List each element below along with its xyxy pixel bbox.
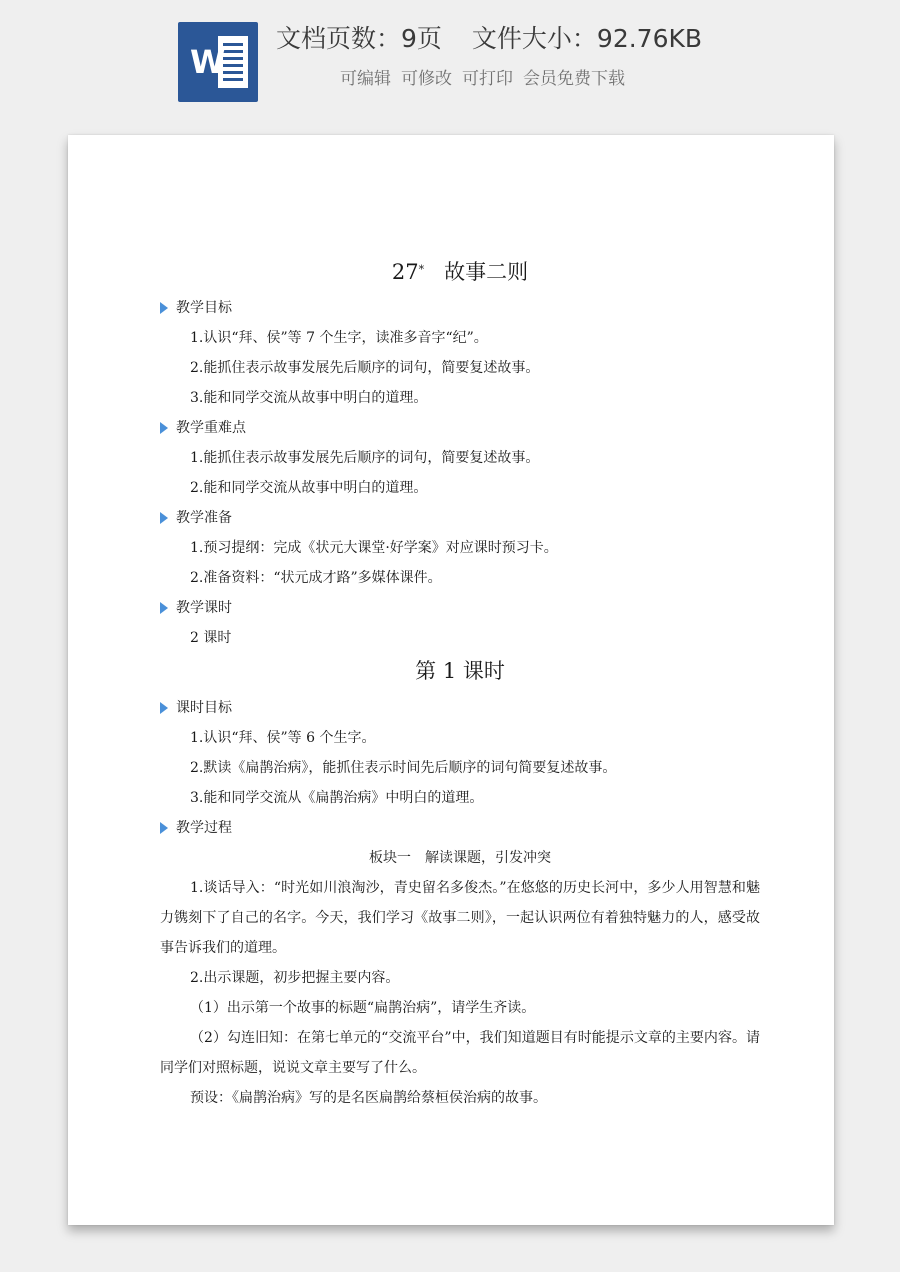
document-content [160,257,760,1113]
word-logo-letter: W [190,43,226,81]
page-count: 文档页数：9页 [276,24,442,53]
title-mark: * [418,263,425,276]
title-text: 故事二则 [444,260,529,284]
section-heading-teaching-goals: 教学目标 [160,293,760,323]
section-heading-class-hours: 教学课时 [160,593,760,623]
title-number: 27 [391,260,419,284]
block-title: 板块一 解读课题，引发冲突 [369,850,551,866]
section-heading-teaching-process: 教学过程 [160,813,760,843]
preparation-item: 2.准备资料：“状元成才路”多媒体课件。 [190,570,442,586]
body-paragraph: 2.出示课题，初步把握主要内容。 [190,970,400,986]
body-paragraph: （2）勾连旧知：在第七单元的“交流平台”中，我们知道题目有时能提示文章的主要内容。请同学们对照标题，说说文章主要写了什么。 [160,1030,760,1076]
document-banner [0,0,900,120]
triangle-bullet-icon [160,302,168,314]
body-paragraph: 预设：《扁鹊治病》写的是名医扁鹊给蔡桓侯治病的故事。 [190,1090,547,1106]
triangle-bullet-icon [160,422,168,434]
teaching-goal-item: 2.能抓住表示故事发展先后顺序的词句，简要复述故事。 [190,360,540,376]
feature-modifiable: 可修改 [401,69,452,89]
triangle-bullet-icon [160,602,168,614]
word-document-icon [178,22,258,102]
body-paragraph: （1）出示第一个故事的标题“扁鹊治病”，请学生齐读。 [190,1000,536,1016]
class-hours-item: 2 课时 [190,630,232,646]
triangle-bullet-icon [160,702,168,714]
teaching-goal-item: 1.认识“拜、侯”等 7 个生字，读准多音字“纪”。 [190,330,488,346]
triangle-bullet-icon [160,512,168,524]
feature-list [340,66,635,92]
body-paragraph: 1.谈话导入：“时光如川浪淘沙，青史留名多俊杰。”在悠悠的历史长河中，多少人用智慧和魅力镌刻下了自己的名字。今天，我们学习《故事二则》，一起认识两位有着独特魅力的人，感受故事告诉我们的道理。 [160,880,760,956]
feature-editable: 可编辑 [340,69,391,89]
feature-printable: 可打印 [462,69,513,89]
document-title [160,257,760,291]
triangle-bullet-icon [160,822,168,834]
section-heading-lesson-goals: 课时目标 [160,693,760,723]
lesson-goal-item: 3.能和同学交流从《扁鹊治病》中明白的道理。 [190,790,484,806]
document-page [68,135,834,1225]
preparation-item: 1.预习提纲：完成《状元大课堂·好学案》对应课时预习卡。 [190,540,558,556]
feature-member-download: 会员免费下载 [523,69,625,89]
lesson-goal-item: 2.默读《扁鹊治病》，能抓住表示时间先后顺序的词句简要复述故事。 [190,760,617,776]
teaching-goal-item: 3.能和同学交流从故事中明白的道理。 [190,390,428,406]
section-heading-preparation: 教学准备 [160,503,760,533]
lesson-title: 第 1 课时 [415,659,505,683]
key-difficulty-item: 1.能抓住表示故事发展先后顺序的词句，简要复述故事。 [190,450,540,466]
document-stats [276,22,702,56]
section-heading-key-difficulties: 教学重难点 [160,413,760,443]
file-size: 文件大小：92.76KB [471,24,703,53]
key-difficulty-item: 2.能和同学交流从故事中明白的道理。 [190,480,428,496]
lesson-goal-item: 1.认识“拜、侯”等 6 个生字。 [190,730,376,746]
